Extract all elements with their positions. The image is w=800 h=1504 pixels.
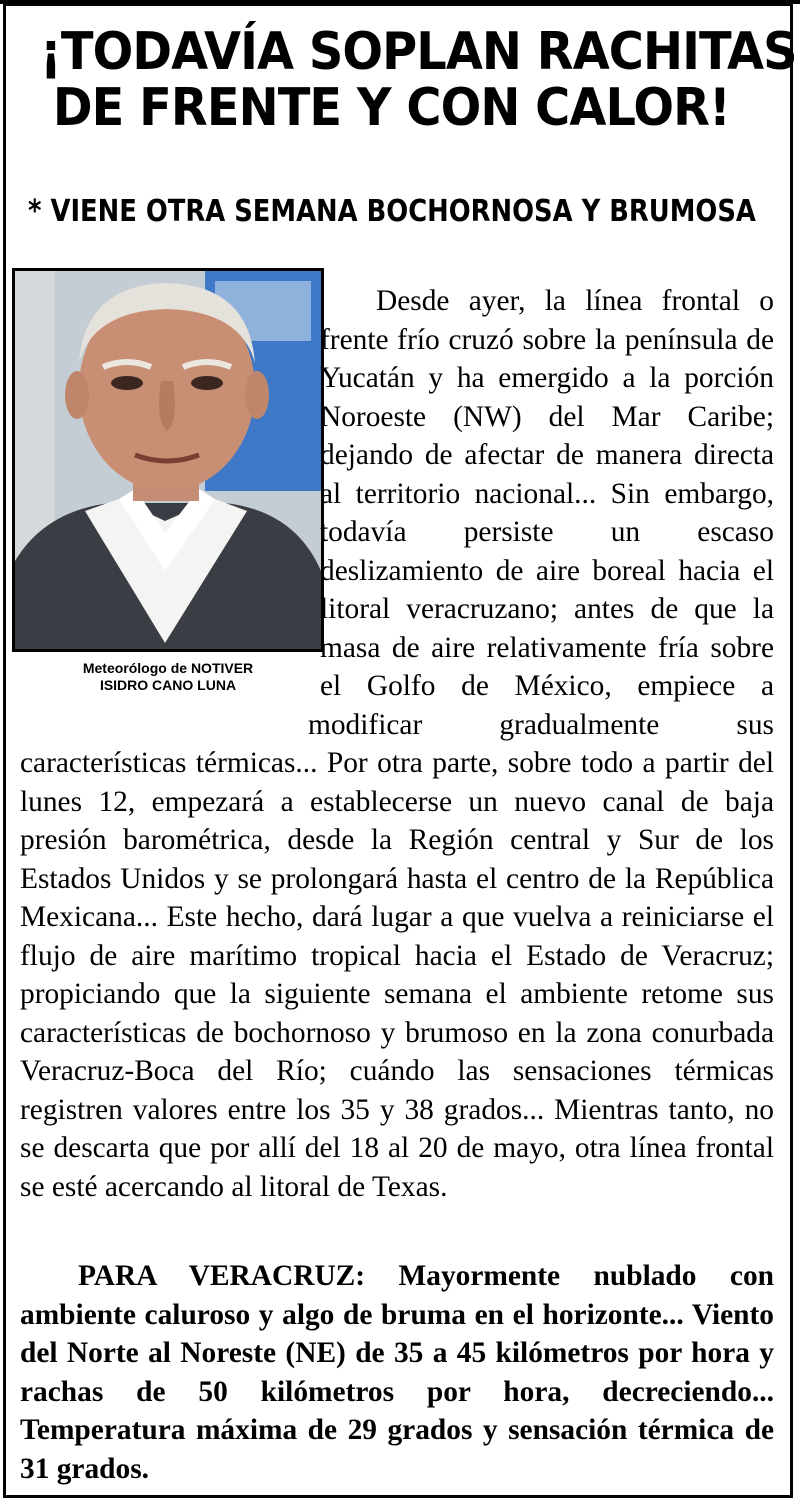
headline-line-2: DE FRENTE Y CON CALOR! — [52, 78, 730, 138]
caption-line-2: ISIDRO CANO LUNA — [99, 677, 237, 693]
body-paragraph: Desde ayer, la línea frontal o frente frío cruzó sobre la península de Yucatán y ha emergido a la porción Noroeste (NW) del Mar Caribe; dejando de afectar de manera directa al territorio nacional... Sin embargo, todavía persiste un escaso deslizamiento de aire boreal hacia el litoral veracruzano; antes de que la masa de aire relativamente fría sobre el Golfo de México, empiece a modificar gradualmente sus características térmicas... Por otra parte, sobre todo a partir del lunes 12, empezará a establecerse un nuevo canal de baja presión barométrica, desde la Región central y Sur de los Estados Unidos y se prolongará hasta el centro de la República Mexicana... Este hecho, dará lugar a que vuelva a reiniciarse el flujo de aire marítimo tropical hacia el Estado de Veracruz; propiciando que la siguiente semana el ambiente retome sus características de bochornoso y brumoso en la zona conurbada Veracruz-Boca del Río; cuándo las sensaciones térmicas registren valores entre los 35 y 38 grados... Mientras tanto, no se descarta que por allí del 18 al 20 de mayo, otra línea frontal se esté acercando al litoral de Texas. — [20, 285, 774, 1203]
forecast-text: PARA VERACRUZ: Mayormente nublado con ambiente caluroso y algo de bruma en el horizonte... Viento del Norte al Noreste (NE) de 35 a 45 kilómetros por hora y rachas de 50 kilómetros por hora, decreciendo... Temperatura máxima de 29 grados y sensación térmica de 31 grados. — [20, 1260, 774, 1485]
article-body — [20, 282, 774, 1206]
subheadline: * VIENE OTRA SEMANA BOCHORNOSA Y BRUMOSA — [28, 194, 756, 229]
caption-line-1: Meteorólogo de NOTIVER — [82, 660, 254, 676]
headline-line-1: ¡TODAVÍA SOPLAN RACHITAS — [40, 22, 797, 82]
headline — [40, 22, 797, 138]
photo-wrap-spacer — [20, 282, 320, 724]
forecast-paragraph — [20, 1257, 774, 1488]
